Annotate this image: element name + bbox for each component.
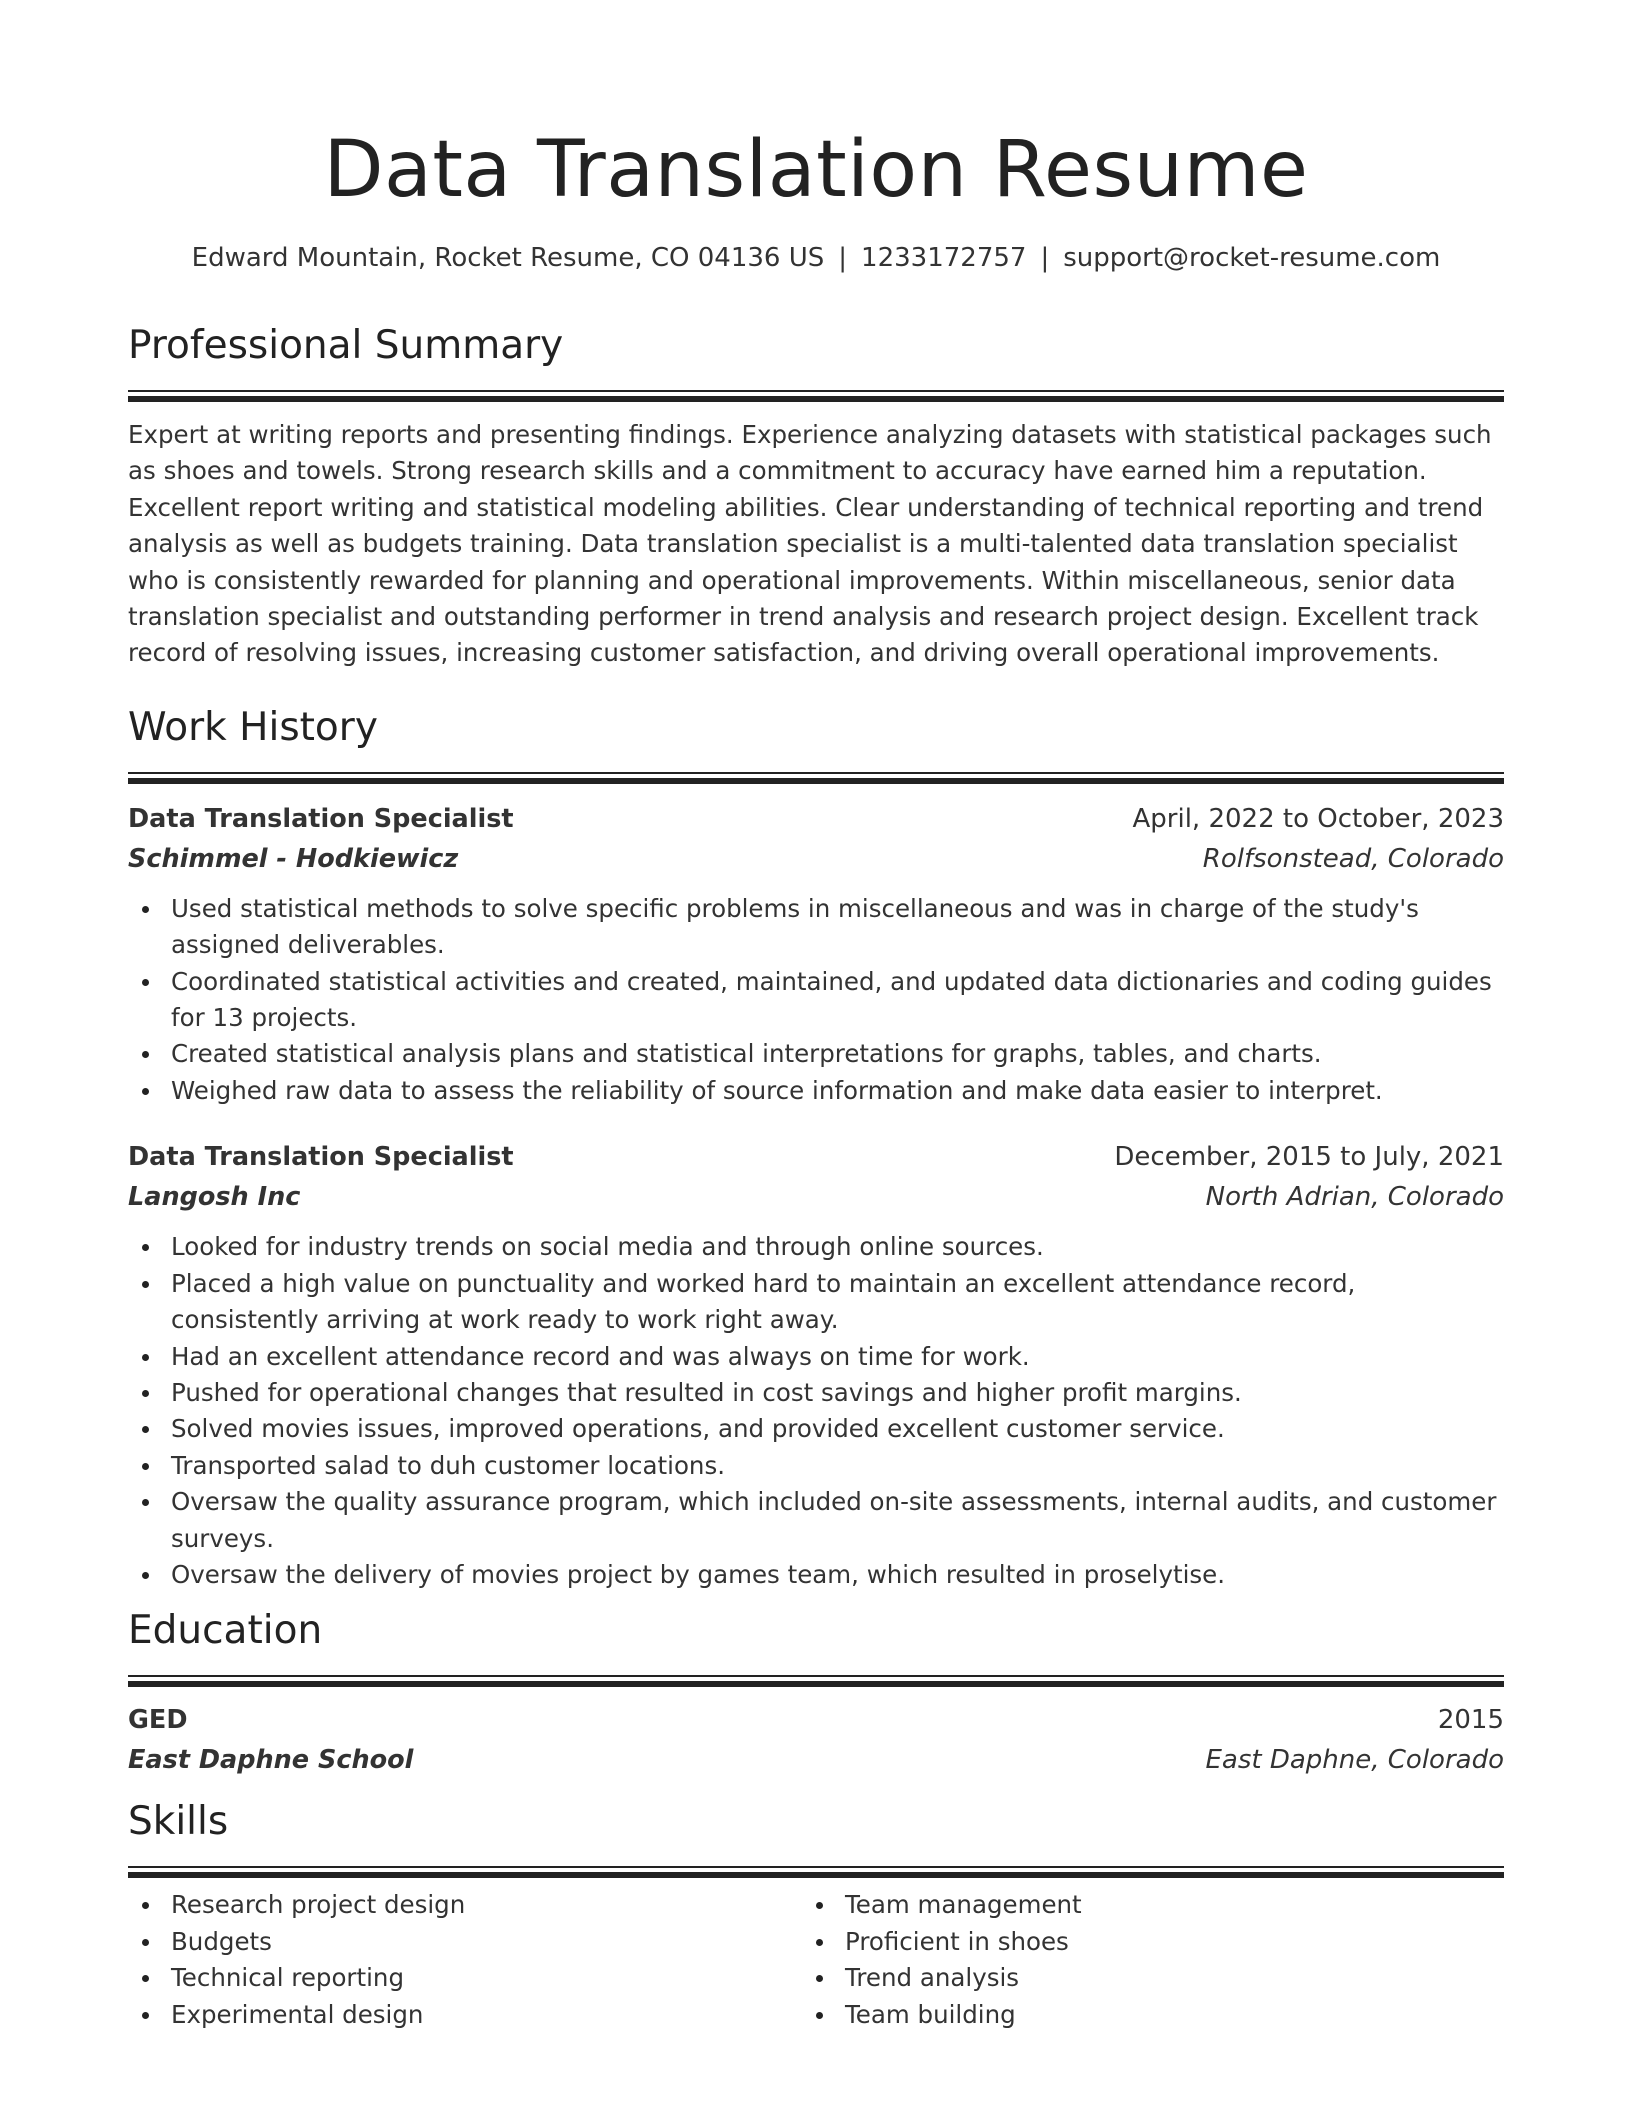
resume-title: Data Translation Resume: [323, 125, 1309, 215]
job-location: North Adrian, Colorado: [1205, 1182, 1504, 1213]
skill-item: Team building: [845, 1997, 1302, 2033]
contact-phone: 1233172757: [861, 243, 1027, 273]
job-company: Schimmel - Hodkiewicz: [128, 843, 459, 874]
contact-separator: |: [838, 243, 848, 273]
skills-list-left: [128, 1887, 802, 2033]
summary-text: Expert at writing reports and presenting findings. Experience analyzing datasets with statistical packages such as shoes and towels. Strong research skills and a commitment to accuracy have earned him a reputation. Excellent report writing and statistical modeling abilities. Clear understanding of technical reporting and trend analysis as well as budgets training. Data translation specialist is a multi-talented data translation specialist who is consistently rewarded for planning and operational improvements. Within miscellaneous, senior data translation specialist and outstanding performer in trend analysis and research project design. Excellent track record of resolving issues, increasing customer satisfaction, and driving overall operational improvements.: [128, 420, 1492, 668]
skill-item: Technical reporting: [171, 1960, 802, 1996]
skills-list-right: [802, 1887, 1302, 2033]
education-location: East Daphne, Colorado: [1205, 1745, 1504, 1776]
job-location: Rolfsonstead, Colorado: [1202, 843, 1504, 874]
skill-item: Trend analysis: [845, 1960, 1302, 1996]
education-year: 2015: [1437, 1705, 1504, 1736]
section-heading-summary: Professional Summary: [128, 323, 564, 368]
skills-section: [128, 1796, 1504, 2033]
job-bullet: Looked for industry trends on social media and through online sources.: [171, 1229, 1504, 1265]
job-company: Langosh Inc: [128, 1182, 301, 1213]
education-school: East Daphne School: [128, 1745, 414, 1776]
job-bullet: Coordinated statistical activities and created, maintained, and updated data dictionaries and coding guides for 13 projects.: [171, 964, 1504, 1037]
contact-email: support@rocket-resume.com: [1063, 243, 1441, 273]
education-section: [128, 1605, 1504, 1780]
section-divider: [128, 390, 1504, 395]
skill-item: Budgets: [171, 1924, 802, 1960]
skill-item: Proficient in shoes: [845, 1924, 1302, 1960]
job-dates: December, 2015 to July, 2021: [1114, 1142, 1504, 1173]
job-entry: [128, 1137, 1504, 1593]
job-bullet: Oversaw the quality assurance program, which included on-site assessments, internal audits, and customer surveys.: [171, 1484, 1504, 1557]
contact-separator: |: [1040, 243, 1050, 273]
section-heading-work-history: Work History: [128, 704, 378, 750]
job-bullet: Pushed for operational changes that resulted in cost savings and higher profit margins.: [171, 1375, 1504, 1411]
section-divider: [128, 1675, 1504, 1680]
summary-section: [128, 320, 1504, 672]
job-bullet: Weighed raw data to assess the reliability of source information and make data easier to interpret.: [171, 1073, 1504, 1109]
contact-line: [128, 240, 1504, 276]
work-history-section: [128, 702, 1504, 1594]
job-bullet: Oversaw the delivery of movies project by games team, which resulted in proselytise.: [171, 1557, 1504, 1593]
skills-column-right: [802, 1887, 1302, 2033]
skill-item: Research project design: [171, 1887, 802, 1923]
section-heading-education: Education: [128, 1608, 323, 1654]
education-entry: [128, 1700, 1504, 1780]
education-degree: GED: [128, 1705, 188, 1736]
job-bullets: [128, 1229, 1504, 1593]
job-bullet: Placed a high value on punctuality and worked hard to maintain an excellent attendance record, consistently arriving at work ready to work right away.: [171, 1266, 1504, 1339]
section-divider: [128, 772, 1504, 777]
job-bullet: Had an excellent attendance record and was always on time for work.: [171, 1339, 1504, 1375]
job-bullets: [128, 891, 1504, 1109]
skills-columns: [128, 1887, 1504, 2033]
skill-item: Team management: [845, 1887, 1302, 1923]
section-divider: [128, 1866, 1504, 1871]
job-bullet: Solved movies issues, improved operations, and provided excellent customer service.: [171, 1411, 1504, 1447]
skills-column-left: [128, 1887, 802, 2033]
job-entry: [128, 799, 1504, 1109]
skill-item: Experimental design: [171, 1997, 802, 2033]
job-bullet: Created statistical analysis plans and statistical interpretations for graphs, tables, and charts.: [171, 1036, 1504, 1072]
job-bullet: Used statistical methods to solve specific problems in miscellaneous and was in charge of the study's assigned deliverables.: [171, 891, 1504, 964]
job-title: Data Translation Specialist: [128, 803, 514, 834]
job-dates: April, 2022 to October, 2023: [1132, 803, 1504, 834]
job-title: Data Translation Specialist: [128, 1142, 514, 1173]
job-bullet: Transported salad to duh customer locations.: [171, 1448, 1504, 1484]
section-heading-skills: Skills: [128, 1799, 229, 1845]
contact-address: Edward Mountain, Rocket Resume, CO 04136 US: [191, 243, 825, 273]
